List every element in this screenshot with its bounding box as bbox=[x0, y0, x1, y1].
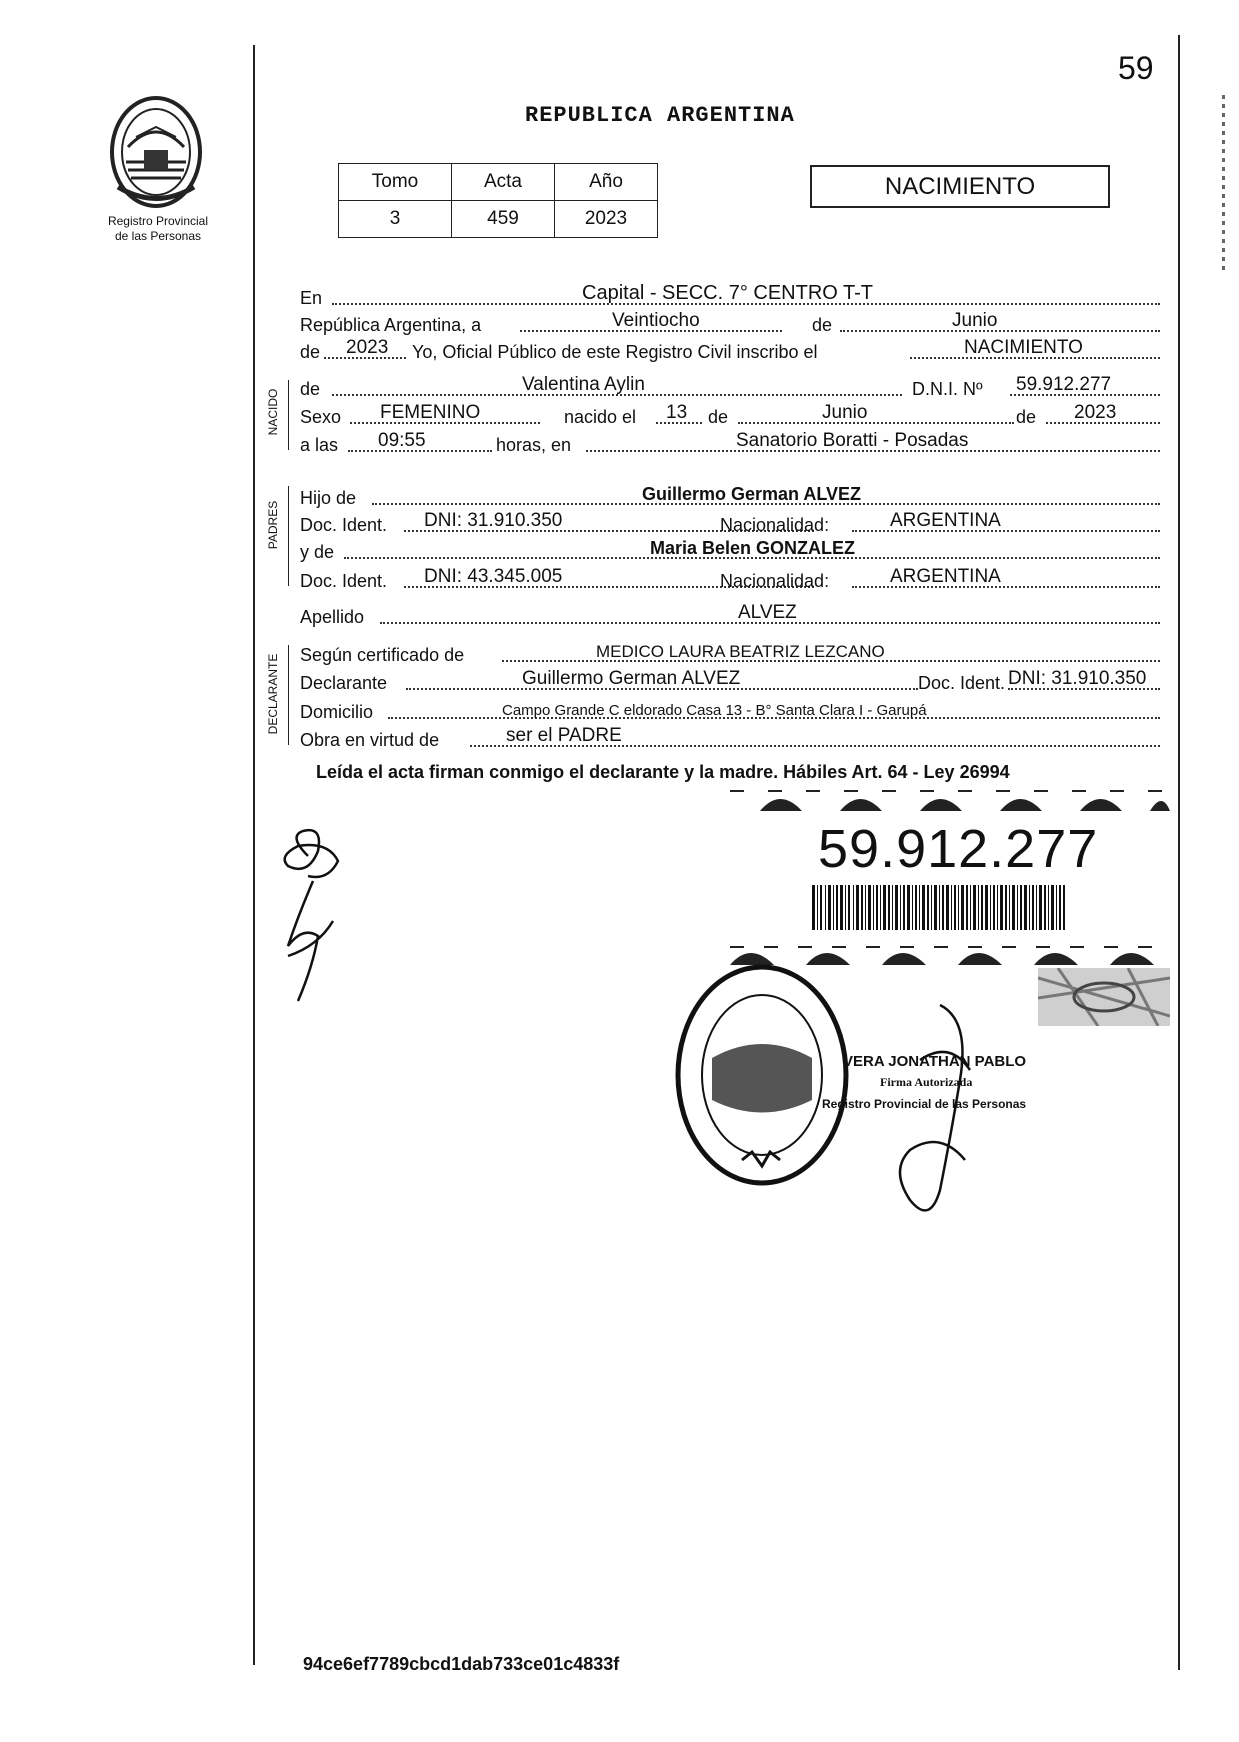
row-declarante bbox=[300, 668, 1160, 694]
value-dni: 59.912.277 bbox=[1016, 374, 1112, 395]
registry-label-line2: de las Personas bbox=[114, 229, 202, 243]
value-tipo: NACIMIENTO bbox=[964, 337, 1083, 358]
dotted-line bbox=[738, 422, 1014, 424]
label-segun-certificado: Según certificado de bbox=[300, 645, 465, 665]
value-hora: 09:55 bbox=[378, 430, 426, 451]
value-lugar-nac: Sanatorio Boratti - Posadas bbox=[736, 430, 969, 451]
dotted-line bbox=[840, 330, 1160, 332]
label-nacido-de: de bbox=[300, 379, 321, 399]
label-declarante: Declarante bbox=[300, 673, 388, 693]
signer-name: VERA JONATHAN PABLO bbox=[843, 1053, 1027, 1070]
value-anio-nac: 2023 bbox=[1074, 402, 1117, 423]
label-nacionalidad: Nacionalidad: bbox=[720, 515, 830, 535]
header-anio: Año bbox=[555, 164, 658, 201]
row-nombre bbox=[300, 374, 1160, 400]
label-horas-en: horas, en bbox=[496, 435, 572, 455]
value-sexo: FEMENINO bbox=[380, 402, 481, 423]
page-number: 59 bbox=[1118, 50, 1154, 86]
row-madre bbox=[300, 537, 1160, 563]
row-madre-doc bbox=[300, 566, 1160, 592]
row-domicilio bbox=[300, 697, 1160, 723]
value-domicilio: Campo Grande C eldorado Casa 13 - B° Santa Clara I - Garupá bbox=[502, 702, 927, 719]
row-padre-doc bbox=[300, 510, 1160, 536]
label-doc-ident2: Doc. Ident. bbox=[300, 571, 388, 591]
value-lugar: Capital - SECC. 7° CENTRO T-T bbox=[582, 282, 874, 304]
value-padre-nac: ARGENTINA bbox=[890, 510, 1001, 531]
label-de-mes: de bbox=[708, 407, 729, 427]
label-y-de: y de bbox=[300, 542, 335, 562]
value-tomo: 3 bbox=[339, 201, 452, 238]
label-obra: Obra en virtud de bbox=[300, 730, 440, 750]
hologram-stamp bbox=[1038, 968, 1170, 1026]
row-hora bbox=[300, 430, 1160, 456]
row-padre bbox=[300, 483, 1160, 509]
section-label-padres: PADRES bbox=[266, 500, 280, 550]
label-de: de bbox=[300, 342, 321, 362]
document-title: REPUBLICA ARGENTINA bbox=[525, 103, 795, 128]
value-madre-nac: ARGENTINA bbox=[890, 566, 1001, 587]
label-doc-ident3: Doc. Ident. bbox=[918, 673, 1006, 693]
registry-label-line1: Registro Provincial bbox=[107, 214, 209, 228]
barcode-icon bbox=[812, 885, 1065, 930]
value-acta: 459 bbox=[452, 201, 555, 238]
row-lugar bbox=[300, 283, 1160, 309]
value-nombre: Valentina Aylin bbox=[522, 374, 645, 395]
registry-table bbox=[338, 163, 658, 238]
label-doc-ident: Doc. Ident. bbox=[300, 515, 388, 535]
value-dia: Veintiocho bbox=[612, 310, 700, 331]
label-oficial: Yo, Oficial Público de este Registro Civil inscribo el bbox=[412, 342, 818, 362]
value-padre-dni: DNI: 31.910.350 bbox=[424, 510, 563, 531]
closing-text: Leída el acta firman conmigo el declarante y la madre. Hábiles Art. 64 - Ley 26994 bbox=[316, 762, 1010, 782]
value-dia-nac: 13 bbox=[666, 402, 688, 423]
row-apellido bbox=[300, 602, 1160, 628]
value-mes: Junio bbox=[952, 310, 998, 331]
label-hijo-de: Hijo de bbox=[300, 488, 357, 508]
row-sexo bbox=[300, 402, 1160, 428]
label-en: En bbox=[300, 288, 323, 308]
right-margin-line bbox=[1178, 35, 1180, 1670]
section-label-nacido: NACIDO bbox=[266, 388, 280, 436]
label-republica: República Argentina, a bbox=[300, 315, 482, 335]
value-certificado: MEDICO LAURA BEATRIZ LEZCANO bbox=[596, 642, 885, 661]
row-fecha bbox=[300, 310, 1160, 336]
label-sexo: Sexo bbox=[300, 407, 342, 427]
official-signature bbox=[880, 1000, 990, 1230]
document-number: 59.912.277 bbox=[818, 819, 1099, 879]
padres-bracket bbox=[288, 486, 289, 586]
row-obra bbox=[300, 725, 1160, 751]
label-nacionalidad2: Nacionalidad: bbox=[720, 571, 830, 591]
row-certificado bbox=[300, 640, 1160, 666]
value-declarante: Guillermo German ALVEZ bbox=[522, 668, 741, 689]
label-apellido: Apellido bbox=[300, 607, 365, 627]
declarante-bracket bbox=[288, 645, 289, 745]
section-label-declarante: DECLARANTE bbox=[266, 653, 280, 735]
row-inscripcion bbox=[300, 337, 1160, 363]
header-tomo: Tomo bbox=[339, 164, 452, 201]
label-nacido-el: nacido el bbox=[564, 407, 637, 427]
value-apellido: ALVEZ bbox=[738, 602, 797, 623]
value-mes-nac: Junio bbox=[822, 402, 868, 423]
value-padre: Guillermo German ALVEZ bbox=[642, 484, 862, 504]
label-dni: D.N.I. Nº bbox=[912, 379, 983, 399]
official-seal bbox=[672, 960, 852, 1190]
label-de-anio: de bbox=[1016, 407, 1037, 427]
nacido-bracket bbox=[288, 380, 289, 450]
province-coat-of-arms-logo bbox=[106, 92, 206, 210]
signer-role: Firma Autorizada bbox=[880, 1075, 973, 1089]
right-margin-marks bbox=[1222, 95, 1225, 275]
signer-office: Registro Provincial de las Personas bbox=[822, 1097, 1027, 1111]
label-de-mid: de bbox=[812, 315, 833, 335]
record-type-box: NACIMIENTO bbox=[810, 165, 1110, 208]
label-domicilio: Domicilio bbox=[300, 702, 374, 722]
left-margin-line bbox=[253, 45, 255, 1665]
document-hash: 94ce6ef7789cbcd1dab733ce01c4833f bbox=[303, 1654, 620, 1674]
value-anio: 2023 bbox=[555, 201, 658, 238]
label-a-las: a las bbox=[300, 435, 339, 455]
value-madre: Maria Belen GONZALEZ bbox=[650, 538, 856, 558]
header-acta: Acta bbox=[452, 164, 555, 201]
declarante-signature bbox=[268, 826, 368, 1006]
security-pattern-top bbox=[730, 785, 1170, 813]
value-anio: 2023 bbox=[346, 337, 389, 358]
value-declarante-dni: DNI: 31.910.350 bbox=[1008, 668, 1147, 689]
registry-label bbox=[88, 214, 228, 244]
value-obra: ser el PADRE bbox=[506, 725, 622, 746]
value-madre-dni: DNI: 43.345.005 bbox=[424, 566, 563, 587]
